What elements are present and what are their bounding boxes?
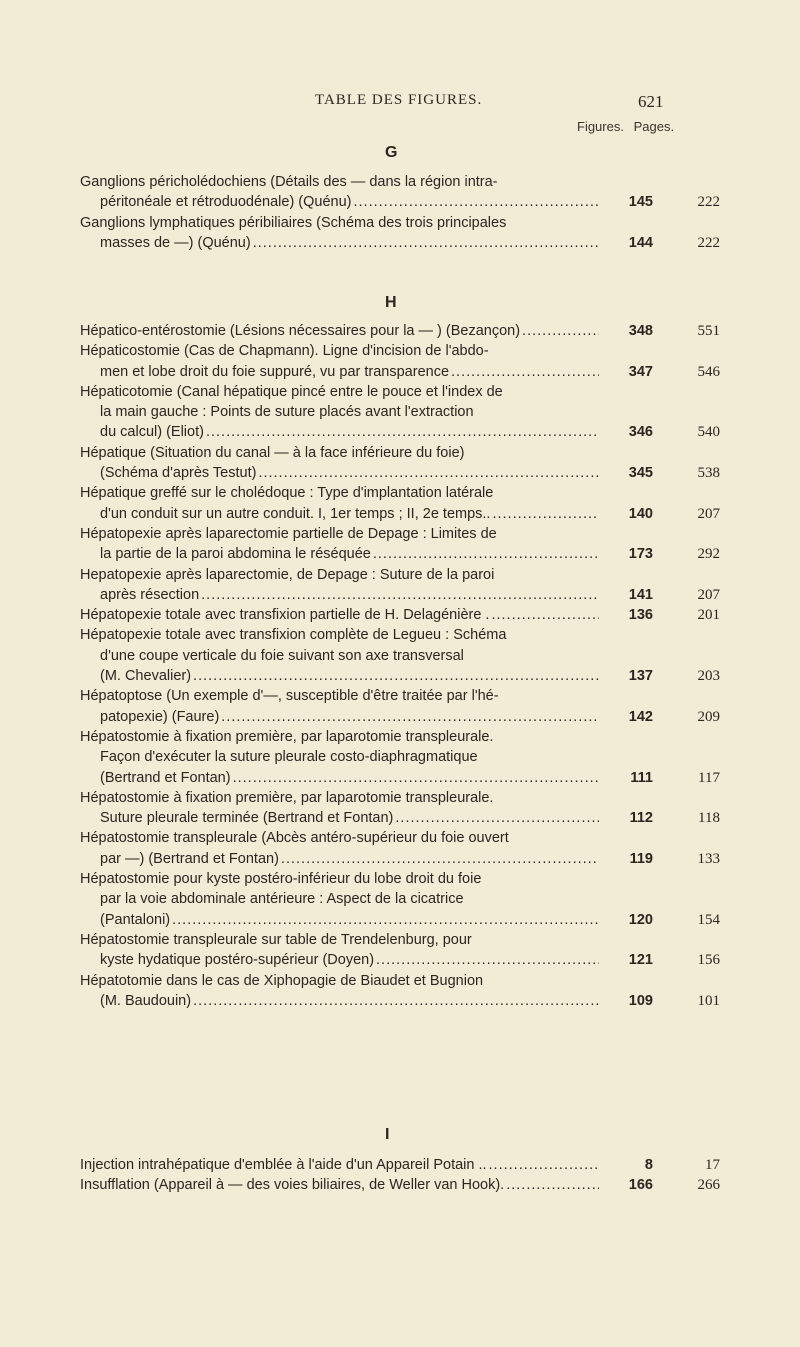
entry-line: [80, 991, 720, 1011]
entry-line: [80, 321, 720, 341]
entry-text: Hépatique (Situation du canal — à la face inférieure du foie): [80, 444, 465, 461]
leader-dots: [221, 707, 599, 727]
index-entry: [80, 869, 720, 930]
entry-text: (Pantaloni): [100, 911, 171, 928]
page-ref: 207: [697, 505, 720, 522]
entry-text: après résection: [100, 586, 200, 603]
entry-text: la partie de la paroi abdomina le réséquée: [100, 546, 371, 563]
index-entry: [80, 172, 720, 213]
figure-number: 112: [629, 810, 653, 827]
entry-line: [80, 443, 720, 463]
leader-dots: [193, 666, 599, 686]
entry-text: (Bertrand et Fontan): [100, 769, 231, 786]
entry-text: Hépatoptose (Un exemple d'—, susceptible d'être traitée par l'hé-: [80, 688, 499, 705]
entry-line: [80, 585, 720, 605]
page-ref: 101: [697, 992, 720, 1009]
entry-text: (M. Baudouin): [100, 992, 192, 1009]
figure-number: 144: [628, 234, 653, 251]
page-ref: 133: [697, 850, 720, 867]
entry-text: Ganglions lymphatiques péribiliaires (Schéma des trois principales: [80, 214, 507, 231]
page-ref: 266: [697, 1177, 720, 1194]
page-ref: 203: [697, 668, 720, 685]
entry-text: Hépatopexie totale avec transfixion complète de Legueu : Schéma: [80, 627, 507, 644]
section-i-entries: [80, 1155, 720, 1196]
index-entry: [80, 727, 720, 788]
entry-line: [80, 666, 720, 686]
entry-line: [80, 686, 720, 706]
column-headers: [577, 119, 680, 134]
index-entry: [80, 565, 720, 606]
entry-text: (Schéma d'après Testut): [100, 465, 257, 482]
figure-number: 346: [628, 424, 653, 441]
figure-number: 111: [630, 769, 653, 786]
leader-dots: [206, 422, 599, 442]
index-entry: [80, 686, 720, 727]
leader-dots: [193, 991, 599, 1011]
entry-text: Insufflation (Appareil à — des voies biliaires, de Weller van Hook).: [80, 1177, 505, 1194]
figure-number: 347: [628, 363, 653, 380]
index-entry: [80, 605, 720, 625]
entry-line: [80, 1175, 720, 1195]
index-entry: [80, 788, 720, 829]
entry-line: [80, 869, 720, 889]
entry-text: Injection intrahépatique d'emblée à l'aide d'un Appareil Potain ..: [80, 1157, 487, 1173]
figure-number: 136: [628, 607, 653, 624]
entry-line: [80, 402, 720, 422]
entry-line: [80, 463, 720, 483]
figure-number: 173: [628, 546, 653, 563]
figure-number: 166: [628, 1177, 653, 1194]
section-letter-g: G: [385, 144, 398, 161]
entry-line: [80, 889, 720, 909]
index-entry: [80, 483, 720, 524]
page-ref: 156: [697, 952, 720, 969]
leader-dots: [395, 808, 599, 828]
leader-dots: [506, 1175, 599, 1195]
running-head-title: TABLE DES FIGURES.: [315, 92, 483, 108]
entry-line: [80, 172, 720, 192]
entry-line: [80, 910, 720, 930]
entry-text: par la voie abdominale antérieure : Aspect de la cicatrice: [100, 891, 464, 908]
page-ref: 551: [697, 323, 720, 339]
entry-text: Hépatostomie à fixation première, par laparotomie transpleurale.: [80, 728, 494, 745]
leader-dots: [376, 950, 599, 970]
section-h-entries: [80, 321, 720, 1011]
entry-text: Hépatique greffé sur le cholédoque : Type d'implantation latérale: [80, 485, 494, 502]
index-entry: [80, 341, 720, 382]
entry-line: [80, 950, 720, 970]
entry-line: [80, 192, 720, 212]
entry-line: [80, 233, 720, 253]
index-entry: [80, 382, 720, 443]
section-g-entries: [80, 172, 720, 253]
leader-dots: [253, 233, 599, 253]
figure-number: 142: [628, 708, 653, 725]
entry-line: [80, 213, 720, 233]
entry-line: [80, 1155, 720, 1175]
figure-number: 348: [628, 323, 653, 339]
entry-line: [80, 747, 720, 767]
leader-dots: [233, 768, 599, 788]
leader-dots: [281, 849, 599, 869]
entry-text: Hépatopexie totale avec transfixion partielle de H. Delagénière .: [80, 607, 490, 624]
entry-text: péritonéale et rétroduodénale) (Quénu): [100, 194, 352, 211]
index-entry: [80, 321, 720, 341]
entry-text: men et lobe droit du foie suppuré, vu par transparence: [100, 363, 450, 380]
index-entry: [80, 625, 720, 686]
page-ref: 201: [697, 607, 720, 624]
entry-text: Hépatotomie dans le cas de Xiphopagie de Biaudet et Bugnion: [80, 972, 484, 989]
entry-line: [80, 382, 720, 402]
figure-number: 109: [628, 992, 653, 1009]
entry-text: par —) (Bertrand et Fontan): [100, 850, 279, 867]
entry-text: masses de —) (Quénu): [100, 234, 251, 251]
leader-dots: [492, 504, 599, 524]
index-entry: [80, 524, 720, 565]
figure-number: 8: [644, 1157, 653, 1173]
section-letter-i: I: [385, 1126, 390, 1143]
entry-text: Ganglions péricholédochiens (Détails des — dans la région intra-: [80, 174, 498, 190]
entry-text: Suture pleurale terminée (Bertrand et Fontan): [100, 810, 394, 827]
page-number: 621: [638, 92, 664, 111]
index-entry: [80, 213, 720, 254]
page-ref: 222: [697, 234, 720, 251]
entry-line: [80, 930, 720, 950]
figure-number: 119: [629, 850, 653, 867]
page-ref: 207: [697, 586, 720, 603]
entry-text: Hépatico-entérostomie (Lésions nécessaires pour la — ) (Bezançon): [80, 323, 521, 339]
entry-text: Hépaticostomie (Cas de Chapmann). Ligne d'incision de l'abdo-: [80, 343, 489, 360]
leader-dots: [373, 544, 599, 564]
entry-text: la main gauche : Points de suture placés avant l'extraction: [100, 404, 474, 421]
page-ref: 154: [697, 911, 720, 928]
entry-line: [80, 483, 720, 503]
figure-number: 345: [628, 465, 653, 482]
entry-line: [80, 849, 720, 869]
figure-number: 145: [628, 194, 653, 211]
leader-dots: [354, 192, 600, 212]
page-ref: 209: [697, 708, 720, 725]
leader-dots: [201, 585, 599, 605]
index-entry: [80, 828, 720, 869]
entry-text: patopexie) (Faure): [100, 708, 220, 725]
entry-line: [80, 727, 720, 747]
figure-number: 140: [628, 505, 653, 522]
section-letter-h: H: [385, 294, 397, 311]
entry-text: Hépaticotomie (Canal hépatique pincé entre le pouce et l'index de: [80, 383, 503, 400]
entry-line: [80, 544, 720, 564]
index-entry: [80, 1155, 720, 1175]
page-ref: 546: [697, 363, 720, 380]
entry-line: [80, 362, 720, 382]
page-ref: 538: [697, 465, 720, 482]
leader-dots: [491, 605, 599, 625]
leader-dots: [451, 362, 599, 382]
entry-line: [80, 828, 720, 848]
entry-line: [80, 605, 720, 625]
entry-text: Hépatostomie à fixation première, par laparotomie transpleurale.: [80, 789, 494, 806]
page-ref: 292: [697, 546, 720, 563]
figure-number: 137: [628, 668, 653, 685]
index-entry: [80, 971, 720, 1012]
index-entry: [80, 1175, 720, 1195]
entry-text: du calcul) (Eliot): [100, 424, 204, 441]
entry-text: Hépatostomie transpleurale (Abcès antéro-supérieur du foie ouvert: [80, 830, 509, 847]
figure-number: 121: [628, 952, 653, 969]
entry-text: d'un conduit sur un autre conduit. I, 1er temps ; II, 2e temps..: [100, 505, 491, 522]
entry-text: d'une coupe verticale du foie suivant son axe transversal: [100, 647, 464, 664]
leader-dots: [522, 321, 599, 341]
entry-line: [80, 524, 720, 544]
pages-column-header: Pages.: [633, 119, 675, 134]
running-head: [0, 92, 800, 112]
entry-line: [80, 707, 720, 727]
entry-text: Façon d'exécuter la suture pleurale costo-diaphragmatique: [100, 749, 478, 766]
page-ref: 117: [698, 769, 720, 786]
page-ref: 118: [698, 810, 720, 827]
entry-line: [80, 971, 720, 991]
page-ref: 17: [705, 1157, 720, 1173]
entry-text: Hepatopexie après laparectomie, de Depage : Suture de la paroi: [80, 566, 495, 583]
figure-number: 141: [628, 586, 653, 603]
leader-dots: [172, 910, 599, 930]
entry-line: [80, 625, 720, 645]
entry-text: Hépatostomie transpleurale sur table de Trendelenburg, pour: [80, 931, 472, 948]
entry-text: Hépatostomie pour kyste postéro-inférieur du lobe droit du foie: [80, 871, 482, 888]
entry-line: [80, 646, 720, 666]
index-entry: [80, 930, 720, 971]
entry-line: [80, 565, 720, 585]
entry-text: (M. Chevalier): [100, 668, 192, 685]
entry-line: [80, 808, 720, 828]
leader-dots: [489, 1155, 599, 1175]
entry-line: [80, 788, 720, 808]
entry-line: [80, 504, 720, 524]
page-ref: 222: [697, 194, 720, 211]
index-entry: [80, 443, 720, 484]
leader-dots: [258, 463, 599, 483]
entry-line: [80, 422, 720, 442]
figure-number: 120: [628, 911, 653, 928]
entry-text: Hépatopexie après laparectomie partielle de Depage : Limites de: [80, 525, 497, 542]
page-ref: 540: [697, 424, 720, 441]
entry-line: [80, 768, 720, 788]
entry-line: [80, 341, 720, 361]
entry-text: kyste hydatique postéro-supérieur (Doyen): [100, 952, 375, 969]
figures-column-header: Figures.: [577, 119, 624, 134]
